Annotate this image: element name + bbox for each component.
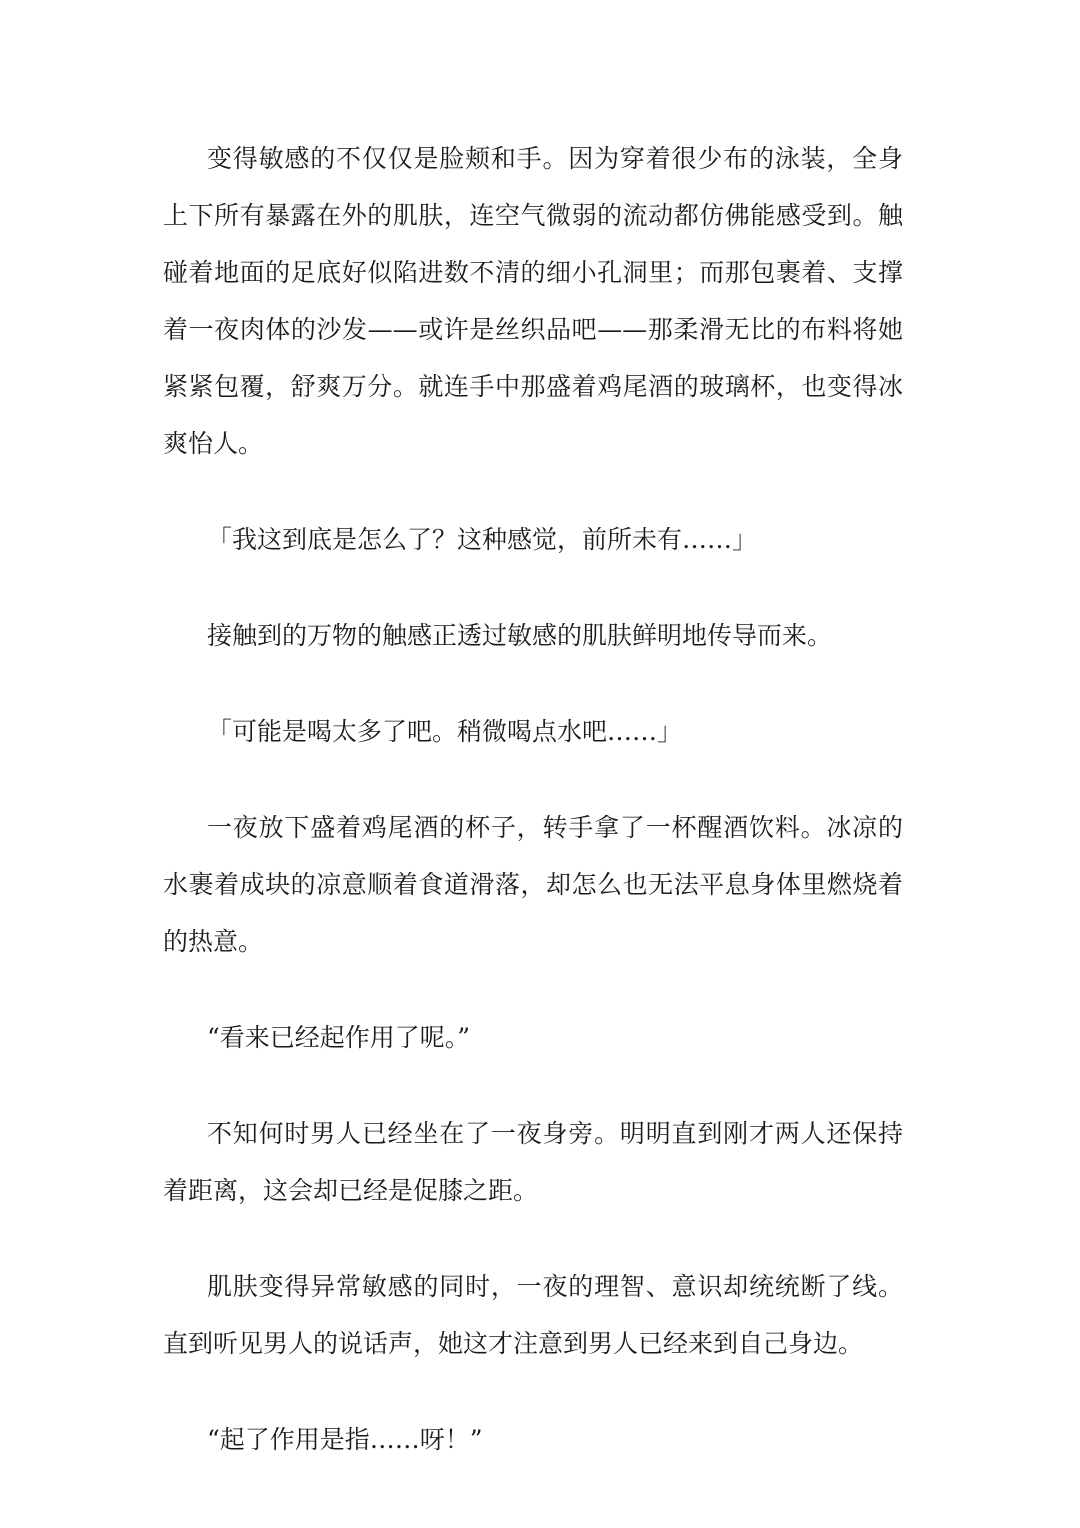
- paragraph-9-dialogue: “起了作用是指……呀！”: [207, 1425, 483, 1454]
- paragraph-6-dialogue: “看来已经起作用了呢。”: [207, 1023, 471, 1052]
- paragraph-2-dialogue: 「我这到底是怎么了？这种感觉，前所未有……」: [207, 525, 758, 554]
- document-page: [163, 130, 903, 1507]
- paragraph-1: 变得敏感的不仅仅是脸颊和手。因为穿着很少布的泳装，全身上下所有暴露在外的肌肤，连空气微弱的流动都仿佛能感受到。触碰着地面的足底好似陷进数不清的细小孔洞里；而那包裹着、支撑着一夜肉体的沙发——或许是丝织品吧——那柔滑无比的布料将她紧紧包覆，舒爽万分。就连手中那盛着鸡尾酒的玻璃杯，也变得冰爽怡人。: [163, 144, 903, 458]
- paragraph-4-dialogue: 「可能是喝太多了吧。稍微喝点水吧……」: [207, 717, 683, 746]
- paragraph-3: 接触到的万物的触感正透过敏感的肌肤鲜明地传导而来。: [207, 621, 833, 650]
- paragraph-8: 肌肤变得异常敏感的同时，一夜的理智、意识却统统断了线。直到听见男人的说话声，她这才注意到男人已经来到自己身边。: [163, 1272, 903, 1358]
- paragraph-5: 一夜放下盛着鸡尾酒的杯子，转手拿了一杯醒酒饮料。冰凉的水裹着成块的凉意顺着食道滑落，却怎么也无法平息身体里燃烧着的热意。: [163, 813, 903, 956]
- paragraph-7: 不知何时男人已经坐在了一夜身旁。明明直到刚才两人还保持着距离，这会却已经是促膝之距。: [163, 1119, 903, 1205]
